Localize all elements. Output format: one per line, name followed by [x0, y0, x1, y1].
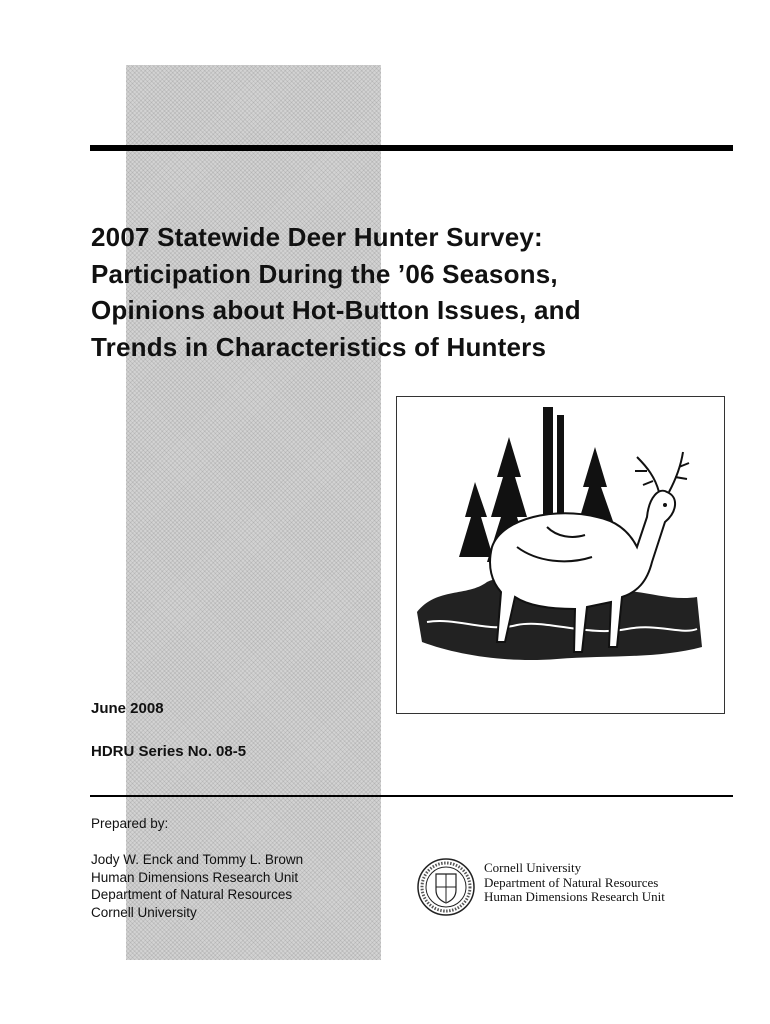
cornell-logo-text: [484, 861, 665, 905]
authors-unit: Human Dimensions Research Unit: [91, 869, 299, 885]
bottom-rule: [90, 795, 733, 797]
authors-names: Jody W. Enck and Tommy L. Brown: [91, 852, 304, 867]
prepared-by-label: Prepared by:: [91, 816, 169, 831]
cornell-seal-icon: [416, 857, 476, 917]
series-number: HDRU Series No. 08-5: [91, 743, 247, 760]
top-rule: [90, 145, 733, 151]
author-block: [91, 851, 303, 921]
logo-unit: Human Dimensions Research Unit: [484, 889, 665, 904]
report-date: June 2008: [91, 700, 164, 717]
authors-university: Cornell University: [91, 904, 197, 920]
title-line-1: 2007 Statewide Deer Hunter Survey:: [91, 222, 543, 252]
deer-illustration-icon: [397, 397, 724, 713]
logo-university: Cornell University: [484, 860, 582, 875]
title-line-2: Participation During the ’06 Seasons,: [91, 258, 558, 289]
title-line-3: Opinions about Hot-Button Issues, and: [91, 295, 581, 325]
logo-department: Department of Natural Resources: [484, 874, 659, 890]
title-line-4: Trends in Characteristics of Hunters: [91, 331, 547, 362]
deer-figure: [396, 396, 725, 714]
authors-department: Department of Natural Resources: [91, 887, 293, 902]
report-title: [91, 219, 711, 365]
